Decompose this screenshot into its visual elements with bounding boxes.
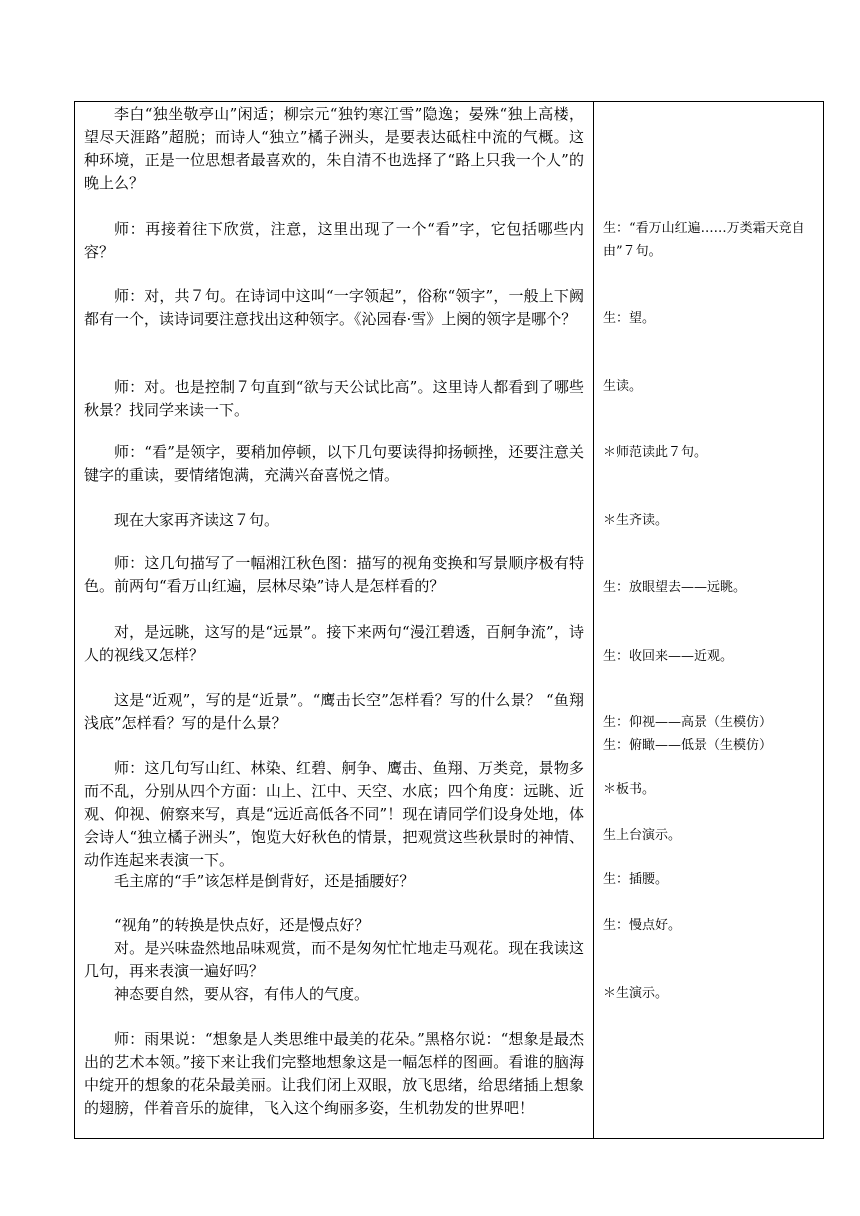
note-hands-on-hips: 生：插腰。 [603, 872, 669, 887]
paragraph-demeanor: 神态要自然，要从容，有伟人的气度。 [114, 985, 370, 1003]
paragraph-four-angles: 师：这几句写山红、林染、红碧、舸争、鹰击、鱼翔、万类竞，景物多而不乱，分别从四个方面：山上、江中、天空、水底；四个角度：远眺、近观、仰视、俯察来写，真是“远近高低各不同”！现在请同学们设身处地，体会诗人“独立橘子洲头”，饱览大好秋色的情景，把观赏这些秋景时的神情、动作连起来表演一下。 [84, 759, 584, 869]
paragraph-xiangjiang: 师：这几句描写了一幅湘江秋色图：描写的视角变换和写景顺序极有特色。前两句“看万山红遍，层林尽染”诗人是怎样看的？ [84, 554, 584, 595]
note-teacher-demo-read: ＊师范读此７句。 [603, 445, 708, 460]
note-slower: 生：慢点好。 [603, 918, 682, 933]
note-student-reads: 生读。 [603, 379, 643, 394]
paragraph-kan-question: 师：再接着往下欣赏，注意，这里出现了一个“看”字，它包括哪些内容？ [84, 220, 584, 261]
note-seven-lines: 生：“看万山红遍……万类霜天竞自由”７句。 [603, 221, 805, 259]
note-student-demo: ＊生演示。 [603, 986, 669, 1001]
note-wang: 生：望。 [603, 311, 656, 326]
note-read-in-unison: ＊生齐读。 [603, 513, 669, 528]
paragraph-near-view: 这是“近观”，写的是“近景”。“鹰击长空”怎样看？写的什么景？ “鱼翔浅底”怎样看？写的是什么景？ [84, 691, 584, 732]
table-left-border [74, 101, 75, 1139]
paragraph-lingzi: 师：对，共７句。在诗词中这叫“一字领起”，俗称“领字”，一般上下阙都有一个，读诗词要注意找出这种领字。《沁园春·雪》上阕的领字是哪个？ [84, 287, 584, 328]
paragraph-solitude: 李白“独坐敬亭山”闲适；柳宗元“独钓寒江雪”隐逸；晏殊“独上高楼，望尽天涯路”超脱；而诗人“独立”橘子洲头，是要表达砥柱中流的气概。这种环境，正是一位思想者最喜欢的，朱自清不也选择了“路上只我一个人”的晚上么？ [84, 105, 584, 192]
paragraph-autumn-scenes: 师：对。也是控制７句直到“欲与天公试比高”。这里诗人都看到了哪些秋景？找同学来读一下。 [84, 378, 584, 419]
table-top-border [74, 101, 824, 102]
note-blackboard: ＊板书。 [603, 782, 656, 797]
table-right-border [823, 101, 824, 1139]
note-far-gaze: 生：放眼望去——远眺。 [603, 580, 747, 595]
paragraph-reading-tips: 师：“看”是领字，要稍加停顿，以下几句要读得抑扬顿挫，还要注意关键字的重读，要情绪饱满，充满兴奋喜悦之情。 [84, 443, 584, 484]
table-bottom-border [74, 1138, 824, 1139]
note-look-down: 生：俯瞰——低景（生模仿） [603, 738, 773, 753]
paragraph-imagination: 师：雨果说：“想象是人类思维中最美的花朵。”黑格尔说：“想象是最杰出的艺术本领。”接下来让我们完整地想象这是一幅怎样的图画。看谁的脑海中绽开的想象的花朵最美丽。让我们闭上双眼，放飞思绪，给思绪插上想象的翅膀，伴着音乐的旋律，飞入这个绚丽多姿，生机勃发的世界吧！ [84, 1030, 584, 1117]
table-column-divider [593, 101, 594, 1139]
paragraph-far-view: 对，是远眺，这写的是“远景”。接下来两句“漫江碧透，百舸争流”，诗人的视线又怎样？ [84, 623, 584, 664]
paragraph-read-together: 现在大家再齐读这７句。 [114, 511, 280, 529]
note-near-look: 生：收回来——近观。 [603, 649, 734, 664]
note-look-up: 生：仰视——高景（生模仿） [603, 715, 773, 730]
paragraph-hands: 毛主席的“手”该怎样是倒背好，还是插腰好？ [114, 872, 415, 890]
note-stage-demo: 生上台演示。 [603, 828, 682, 843]
paragraph-appreciation: 对。是兴味盎然地品味观赏，而不是匆匆忙忙地走马观花。现在我读这几句，再来表演一遍好吗？ [84, 939, 584, 980]
paragraph-angle-speed: “视角”的转换是快点好，还是慢点好？ [114, 916, 370, 934]
